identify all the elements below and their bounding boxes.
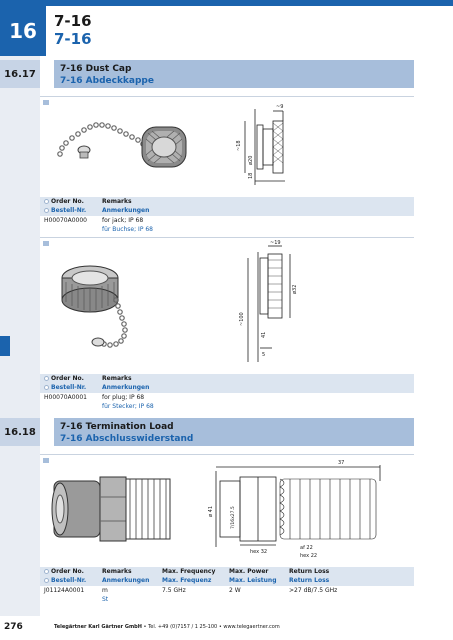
company-name: Telegärtner Karl Gärtner GmbH (54, 624, 142, 630)
spec-table (40, 374, 414, 411)
section-header (54, 418, 414, 446)
return-loss: >27 dB/7.5 GHz (289, 587, 338, 594)
dim-label: ~100 (239, 312, 245, 326)
remark-en: for plug; IP 68 (102, 394, 145, 401)
side-marker (0, 336, 10, 356)
company-contact: • Tel. +49 (0)7157 / 1 25-100 • www.telegaertner.com (143, 624, 280, 630)
dim-label: hex 22 (300, 553, 318, 559)
table-header (40, 374, 414, 393)
col-header: Remarks (102, 568, 132, 575)
section-title-en: 7-16 Termination Load (60, 422, 174, 432)
product-image-panel (40, 454, 414, 562)
panel-marker (43, 100, 49, 105)
dust-cap-plug-illustration (40, 238, 414, 370)
remark-de: St (102, 595, 109, 603)
dim-label: af 22 (300, 545, 313, 551)
chapter-title-de: 7-16 (54, 30, 92, 48)
dim-label: ø20 (248, 155, 254, 165)
footer-text (54, 624, 280, 630)
col-header: Bestell-Nr. (51, 206, 87, 214)
remark-de: für Stecker; IP 68 (102, 402, 154, 410)
dust-cap-jack-illustration (40, 97, 414, 193)
dim-label: 41 (261, 331, 267, 338)
section-title-de: 7-16 Abdeckkappe (60, 76, 154, 86)
section-title-en: 7-16 Dust Cap (60, 64, 132, 74)
col-header: Bestell-Nr. (51, 576, 87, 584)
table-row (40, 216, 414, 234)
max-frequency: 7.5 GHz (162, 587, 186, 594)
col-header: Max. Frequenz (162, 576, 212, 584)
col-header: Max. Leistung (229, 576, 277, 584)
termination-load-illustration (40, 455, 414, 563)
dim-label: 7/16x27.5 (231, 506, 236, 529)
remark-en: m (102, 587, 108, 594)
top-band (0, 0, 453, 6)
dim-label: hex 32 (250, 549, 268, 555)
panel-marker (43, 241, 49, 246)
col-header: Anmerkungen (102, 383, 150, 391)
dim-label: ~19 (270, 240, 281, 246)
col-header: Max. Power (229, 568, 269, 575)
table-header (40, 567, 414, 586)
table-header (40, 197, 414, 216)
col-header: Anmerkungen (102, 576, 150, 584)
product-image-panel (40, 237, 414, 369)
section-header (54, 60, 414, 88)
page-number: 276 (4, 622, 23, 632)
col-header: Remarks (102, 198, 132, 205)
dim-label: ø 41 (208, 505, 214, 517)
spec-table (40, 567, 414, 604)
dim-label: ø32 (292, 284, 298, 294)
chapter-title-en: 7-16 (54, 12, 92, 30)
order-number: H00070A0001 (44, 394, 87, 401)
col-header: Order No. (51, 375, 84, 382)
dim-label: 37 (338, 460, 345, 466)
product-image-panel (40, 96, 414, 192)
order-number: H00070A0000 (44, 217, 87, 224)
col-header: Max. Frequency (162, 568, 216, 575)
col-header: Remarks (102, 375, 132, 382)
dim-label: 5 (262, 352, 266, 358)
panel-marker (43, 458, 49, 463)
remark-en: for jack; IP 68 (102, 217, 144, 224)
col-header: Anmerkungen (102, 206, 150, 214)
order-number: J01124A0001 (44, 587, 85, 594)
col-header: Order No. (51, 568, 84, 575)
remark-de: für Buchse; IP 68 (102, 225, 153, 233)
col-header: Order No. (51, 198, 84, 205)
dim-label: 18 (248, 172, 254, 179)
col-header: Bestell-Nr. (51, 383, 87, 391)
section-title-de: 7-16 Abschlusswiderstand (60, 434, 194, 444)
dim-label: ~9 (276, 104, 284, 110)
col-header: Return Loss (289, 576, 330, 584)
col-header: Return Loss (289, 568, 330, 575)
chapter-number: 16 (0, 6, 46, 56)
section-number: 16.18 (0, 418, 40, 446)
table-row (40, 586, 414, 604)
table-row (40, 393, 414, 411)
spec-table (40, 197, 414, 234)
section-number: 16.17 (0, 60, 40, 88)
dim-label: ~18 (236, 140, 242, 151)
max-power: 2 W (229, 587, 241, 594)
